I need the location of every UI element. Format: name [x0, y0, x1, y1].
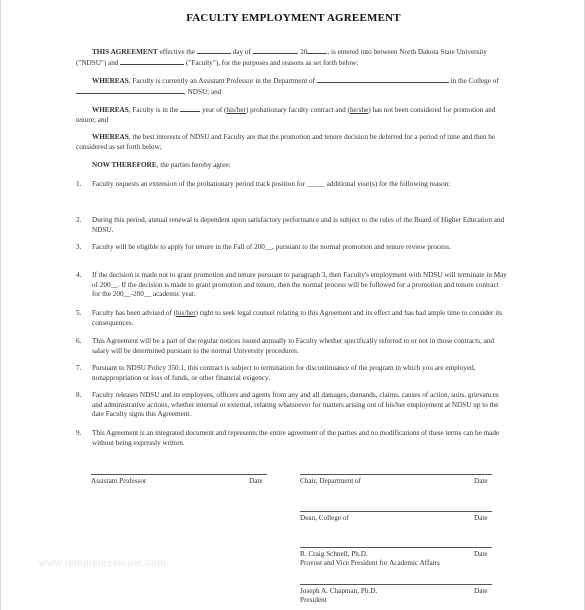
- month-blank: [253, 46, 297, 54]
- watermark-text: www.templatesample.com: [39, 558, 167, 569]
- whereas-paragraph-1: WHEREAS, Faculty is currently an Assistant Professor in the Department of in the College of , NDSU; and: [76, 75, 508, 97]
- document-title: FACULTY EMPLOYMENT AGREEMENT: [186, 12, 401, 24]
- intro-lead: THIS AGREEMENT: [92, 48, 158, 56]
- day-blank: [197, 46, 231, 54]
- year-blank: [307, 46, 327, 54]
- signature-line: [300, 474, 492, 475]
- intro-paragraph: THIS AGREEMENT effective the day of , 20 , is entered into between North Dakota State University ("NDSU") and ("Faculty"), for the purposes and reasons as set forth below:: [76, 48, 487, 67]
- now-therefore-paragraph: NOW THEREFORE, the parties hereby agree:: [92, 161, 231, 169]
- signature-line: [91, 474, 267, 475]
- signature-line: [300, 584, 492, 585]
- document-page: FACULTY EMPLOYMENT AGREEMENT THIS AGREEMENT effective the day of , 20 , is entered into between North Dakota State University ("NDSU") and ("Faculty"), for the purposes and reasons as set forth below: WHEREAS, Faculty is currently an Assistant Professor in the Department of in the College of , NDSU; and WHEREAS, Faculty is in the year of (his/her) probationary faculty contract and (he/she) has not been considered for promotion and tenure; and WHEREAS, the best interests of NDSU and Faculty are that the promotion and tenure decision be deferred for a period of time and then be considered as set forth below; NOW THEREFORE, the parties hereby agree: 1. Faculty requests an extension of the probationary period track position for _____ additional year(s) for the following reason: 2. During this period, annual renewal is dependent upon satisfactory performance and is subject to the rules of the Board of Higher Education and NDSU. 3. Faculty will be eligible to apply for tenure in the Fall of 200__, pursuant to the normal promotion and tenure review process. 4. If the decision is made not to grant promotion and tenure pursuant to paragraph 3, then Faculty's employment with NDSU will terminate in May of 200__. If the decision is made to grant promotion and tenure, then the normal process will be followed for a promotion and tenure contract for the 200__-200__ academic year. 5. Faculty has been advised of (his/her) right to seek legal counsel relating to this Agreement and its effect and has had ample time to consider its consequences. 6. This Agreement will be a part of the regular notices issued annually to Faculty whether specifically referred to or not in those contracts, and salary will be determined pursuant to the normal University procedures. 7. Pursuant to NDSU Policy 350.1, this contract is subject to termination for discontinuance of the program in which you are employed, nonappropriation or loss of funds, or other financial exigency. 8. Faculty releases NDSU and its employees, officers and agents from any and all damages, demands, claims, causes of action, suits, grievances and administrative actions, whether internal or external, relating whatsoever for matters arising out of his/her employment at NDSU up to the date Faculty signs this Agreement. 9. This Agreement is an integrated document and represents the entire agreement of the parties and no modifications of these terms can be made without being expressly written. Assistant Professor Date Chair, Department of Date Dean, College of Date R. Craig Schnell, Ph.D. Provost and Vice President for Academic Affairs Date Joseph A. Chapman, Ph.D. President Date www.templatesample.com: [0, 0, 585, 610]
- signature-line: [300, 547, 492, 548]
- whereas-paragraph-3: WHEREAS, the best interests of NDSU and Faculty are that the promotion and tenure decision be deferred for a period of time and then be considered as set forth below;: [76, 133, 495, 151]
- signature-line: [300, 511, 492, 512]
- faculty-name-blank: [120, 57, 184, 65]
- college-blank: [76, 86, 184, 94]
- year-number-blank: [180, 104, 200, 112]
- department-blank: [317, 75, 449, 83]
- whereas-paragraph-2: WHEREAS, Faculty is in the year of (his/her) probationary faculty contract and (he/she) has not been considered for promotion and tenure; and: [76, 106, 496, 124]
